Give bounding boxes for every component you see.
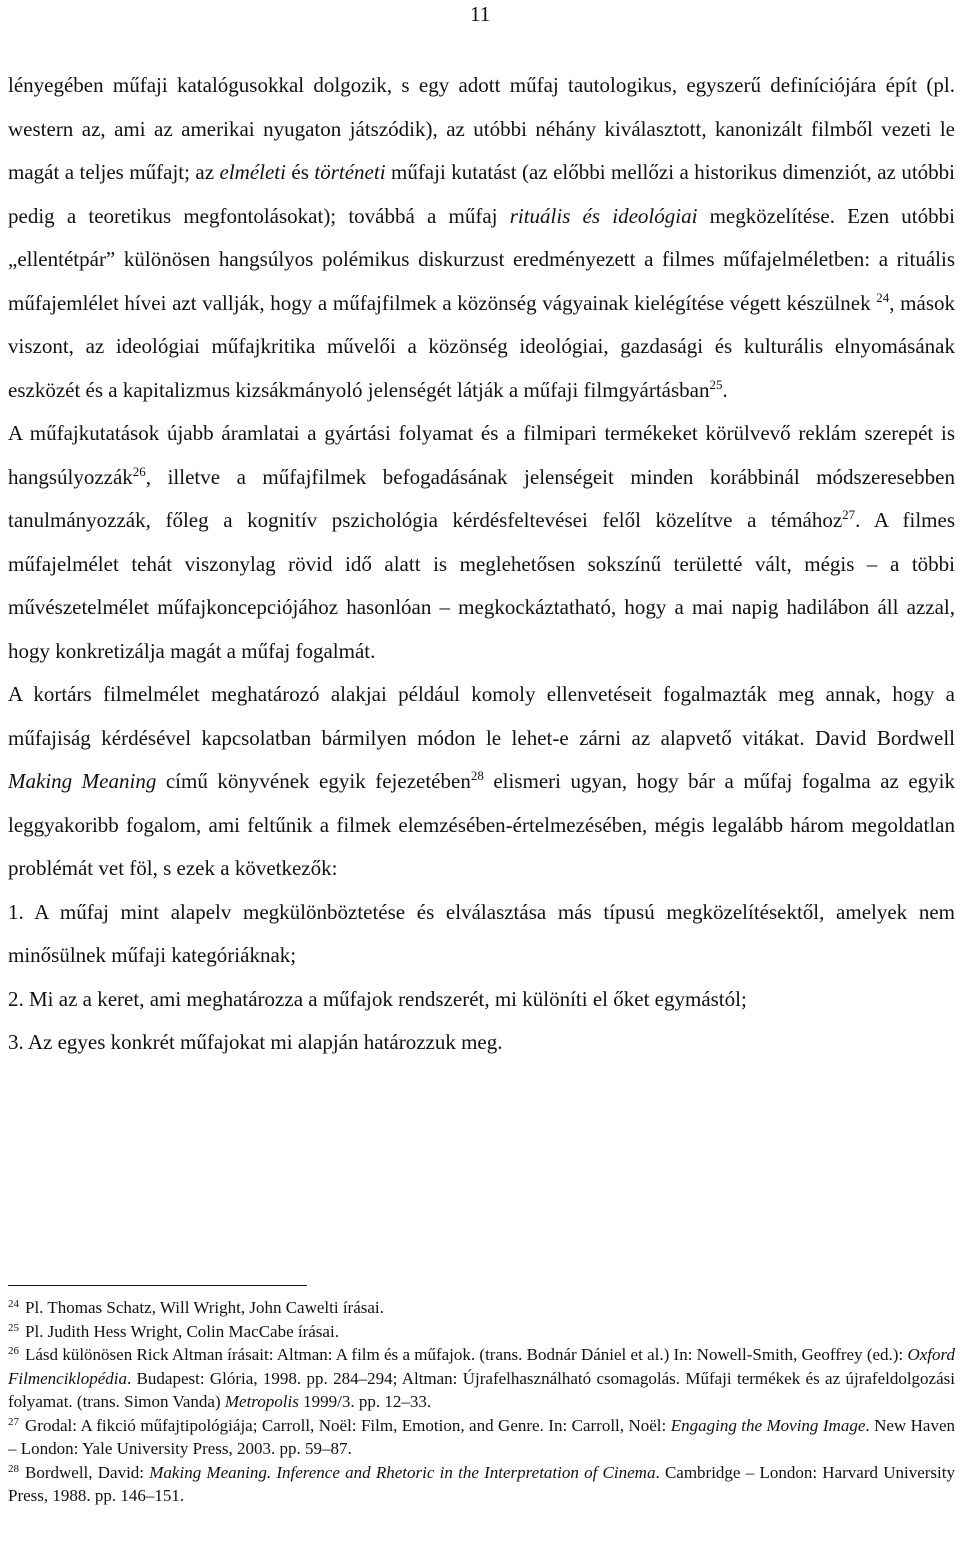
text-run: műfaji kutatást (az előbbi mellőzi a historikus dimenziót, az utóbbi pedig a teoretikus megfontolásokat); továbbá a műfaj xyxy=(8,160,955,228)
text-run: Lásd különösen Rick Altman írásait: Altman: A film és a műfajok. (trans. Bodnár Dániel et al.) In: Nowell-Smith, Geoffrey (ed.): xyxy=(25,1345,908,1364)
text-run: Pl. Thomas Schatz, Will Wright, John Cawelti írásai. xyxy=(25,1298,384,1317)
paragraph xyxy=(8,64,955,412)
footnote-number: 28 xyxy=(8,1462,19,1475)
text-run: A műfajkutatások újabb áramlatai a gyártási folyamat és a filmipari termékeket körülvevő reklám szerepét is hangsúlyozzák xyxy=(8,421,955,489)
footnotes xyxy=(8,1296,955,1508)
text-run: . A filmes műfajelmélet tehát viszonylag rövid idő alatt is meglehetősen sokszínű területté vált, mégis – a többi művészetelmélet műfajkoncepciójához hasonlóan – megkockáztatható, hogy a mai napig hadilábon áll azzal, hogy konkretizálja magát a műfaj fogalmát. xyxy=(8,508,955,663)
text-run: . Cambridge – London: Harvard University Press, 1988. pp. 146–151. xyxy=(8,1462,955,1505)
paragraph xyxy=(8,673,955,891)
text-run: . New Haven – London: Yale University Press, 2003. pp. 59–87. xyxy=(8,1415,956,1458)
text-run: és xyxy=(285,160,315,184)
text-run: , illetve a műfajfilmek befogadásának jelenségeit minden korábbinál módszeresebben tanulmányozzák, főleg a kognitív pszichológia kérdésfeltevései felől közelítve a témához xyxy=(8,464,955,532)
italic-text: Oxford Filmenciklopédia xyxy=(8,1345,955,1388)
footnote xyxy=(8,1343,955,1414)
list-item: 3. Az egyes konkrét műfajokat mi alapján határozzuk meg. xyxy=(8,1030,503,1054)
italic-text: történeti xyxy=(314,160,386,184)
footnote xyxy=(8,1296,955,1320)
text-run: Grodal: A fikció műfajtipológiája; Carroll, Noël: Film, Emotion, and Genre. In: Carroll, Noël: xyxy=(25,1415,671,1435)
footnote xyxy=(8,1461,955,1508)
footnote-ref: 26 xyxy=(132,463,146,479)
italic-text: rituális és ideológiai xyxy=(509,203,698,228)
footnote-number: 25 xyxy=(8,1321,19,1334)
text-run: Pl. Judith Hess Wright, Colin MacCabe írásai. xyxy=(25,1321,339,1341)
main-text xyxy=(8,64,955,1065)
text-run: 1999/3. pp. 12–33. xyxy=(298,1392,432,1411)
footnote-ref: 27 xyxy=(842,507,856,522)
footnote-ref: 28 xyxy=(470,768,484,783)
text-run: . Budapest: Glória, 1998. pp. 284–294; Altman: Újrafelhasználható csomagolás. Műfaji termékek és az újrafeldolgozási folyamat. (trans. Simon Vanda) xyxy=(8,1368,955,1411)
text-run: lényegében műfaji katalógusokkal dolgozik, s egy adott műfaj tautologikus, egyszerű definíciójára épít (pl. western az, ami az amerikai nyugaton játszódik), az utóbbi néhány kiválasztott, kanonizált filmből vezeti le magát a teljes műfajt; az xyxy=(8,73,955,184)
text-run: megközelítése. Ezen utóbbi „ellentétpár” különösen hangsúlyos polémikus diskurzust eredményezett a filmes műfajelméletben: a rituális műfajemlélet hívei azt vallják, hogy a műfajfilmek a közönség vágyainak kielégítése végett készülnek xyxy=(8,203,955,315)
footnote-ref: 25 xyxy=(709,376,723,392)
footnote xyxy=(8,1320,955,1344)
footnote-separator xyxy=(8,1285,307,1286)
footnote-number: 27 xyxy=(8,1415,19,1428)
footnote-number: 26 xyxy=(8,1345,19,1357)
list-item: 2. Mi az a keret, ami meghatározza a műfajok rendszerét, mi különíti el őket egymástól; xyxy=(8,986,747,1011)
italic-text: Engaging the Moving Image xyxy=(670,1415,866,1435)
italic-text: Metropolis xyxy=(224,1392,299,1411)
page-number: 11 xyxy=(470,2,491,26)
list-item: 1. A műfaj mint alapelv megkülönböztetése és elválasztása más típusú megközelítésektől, amelyek nem minősülnek műfaji kategóriáknak; xyxy=(8,899,955,967)
italic-text: Making Meaning. Inference and Rhetoric in the Interpretation of Cinema xyxy=(149,1462,656,1482)
text-run: című könyvének egyik fejezetében xyxy=(156,769,471,793)
text-run: elismeri ugyan, hogy bár a műfaj fogalma az egyik leggyakoribb fogalom, ami feltűnik a filmek elemzésében-értelmezésében, mégis legalább három megoldatlan problémát vet föl, s ezek a következők: xyxy=(8,769,956,880)
italic-text: elméleti xyxy=(219,160,286,184)
footnote-ref: 24 xyxy=(876,289,890,305)
text-run: . xyxy=(722,377,728,402)
footnote xyxy=(8,1414,955,1461)
footnote-number: 24 xyxy=(8,1298,19,1310)
text-run: A kortárs filmelmélet meghatározó alakjai például komoly ellenvetéseit fogalmazták meg annak, hogy a műfajiság kérdésével kapcsolatban bármilyen módon le lehet-e zárni az alapvető vitákat. David Bordwell xyxy=(8,682,955,750)
italic-text: Making Meaning xyxy=(8,769,157,793)
text-run: , mások viszont, az ideológiai műfajkritika művelői a közönség ideológiai, gazdasági és kulturális elnyomásának eszközét és a kapitalizmus kizsákmányoló jelenségét látják a műfaji filmgyártásban xyxy=(8,290,955,402)
paragraph xyxy=(8,412,955,673)
text-run: Bordwell, David: xyxy=(25,1462,150,1482)
